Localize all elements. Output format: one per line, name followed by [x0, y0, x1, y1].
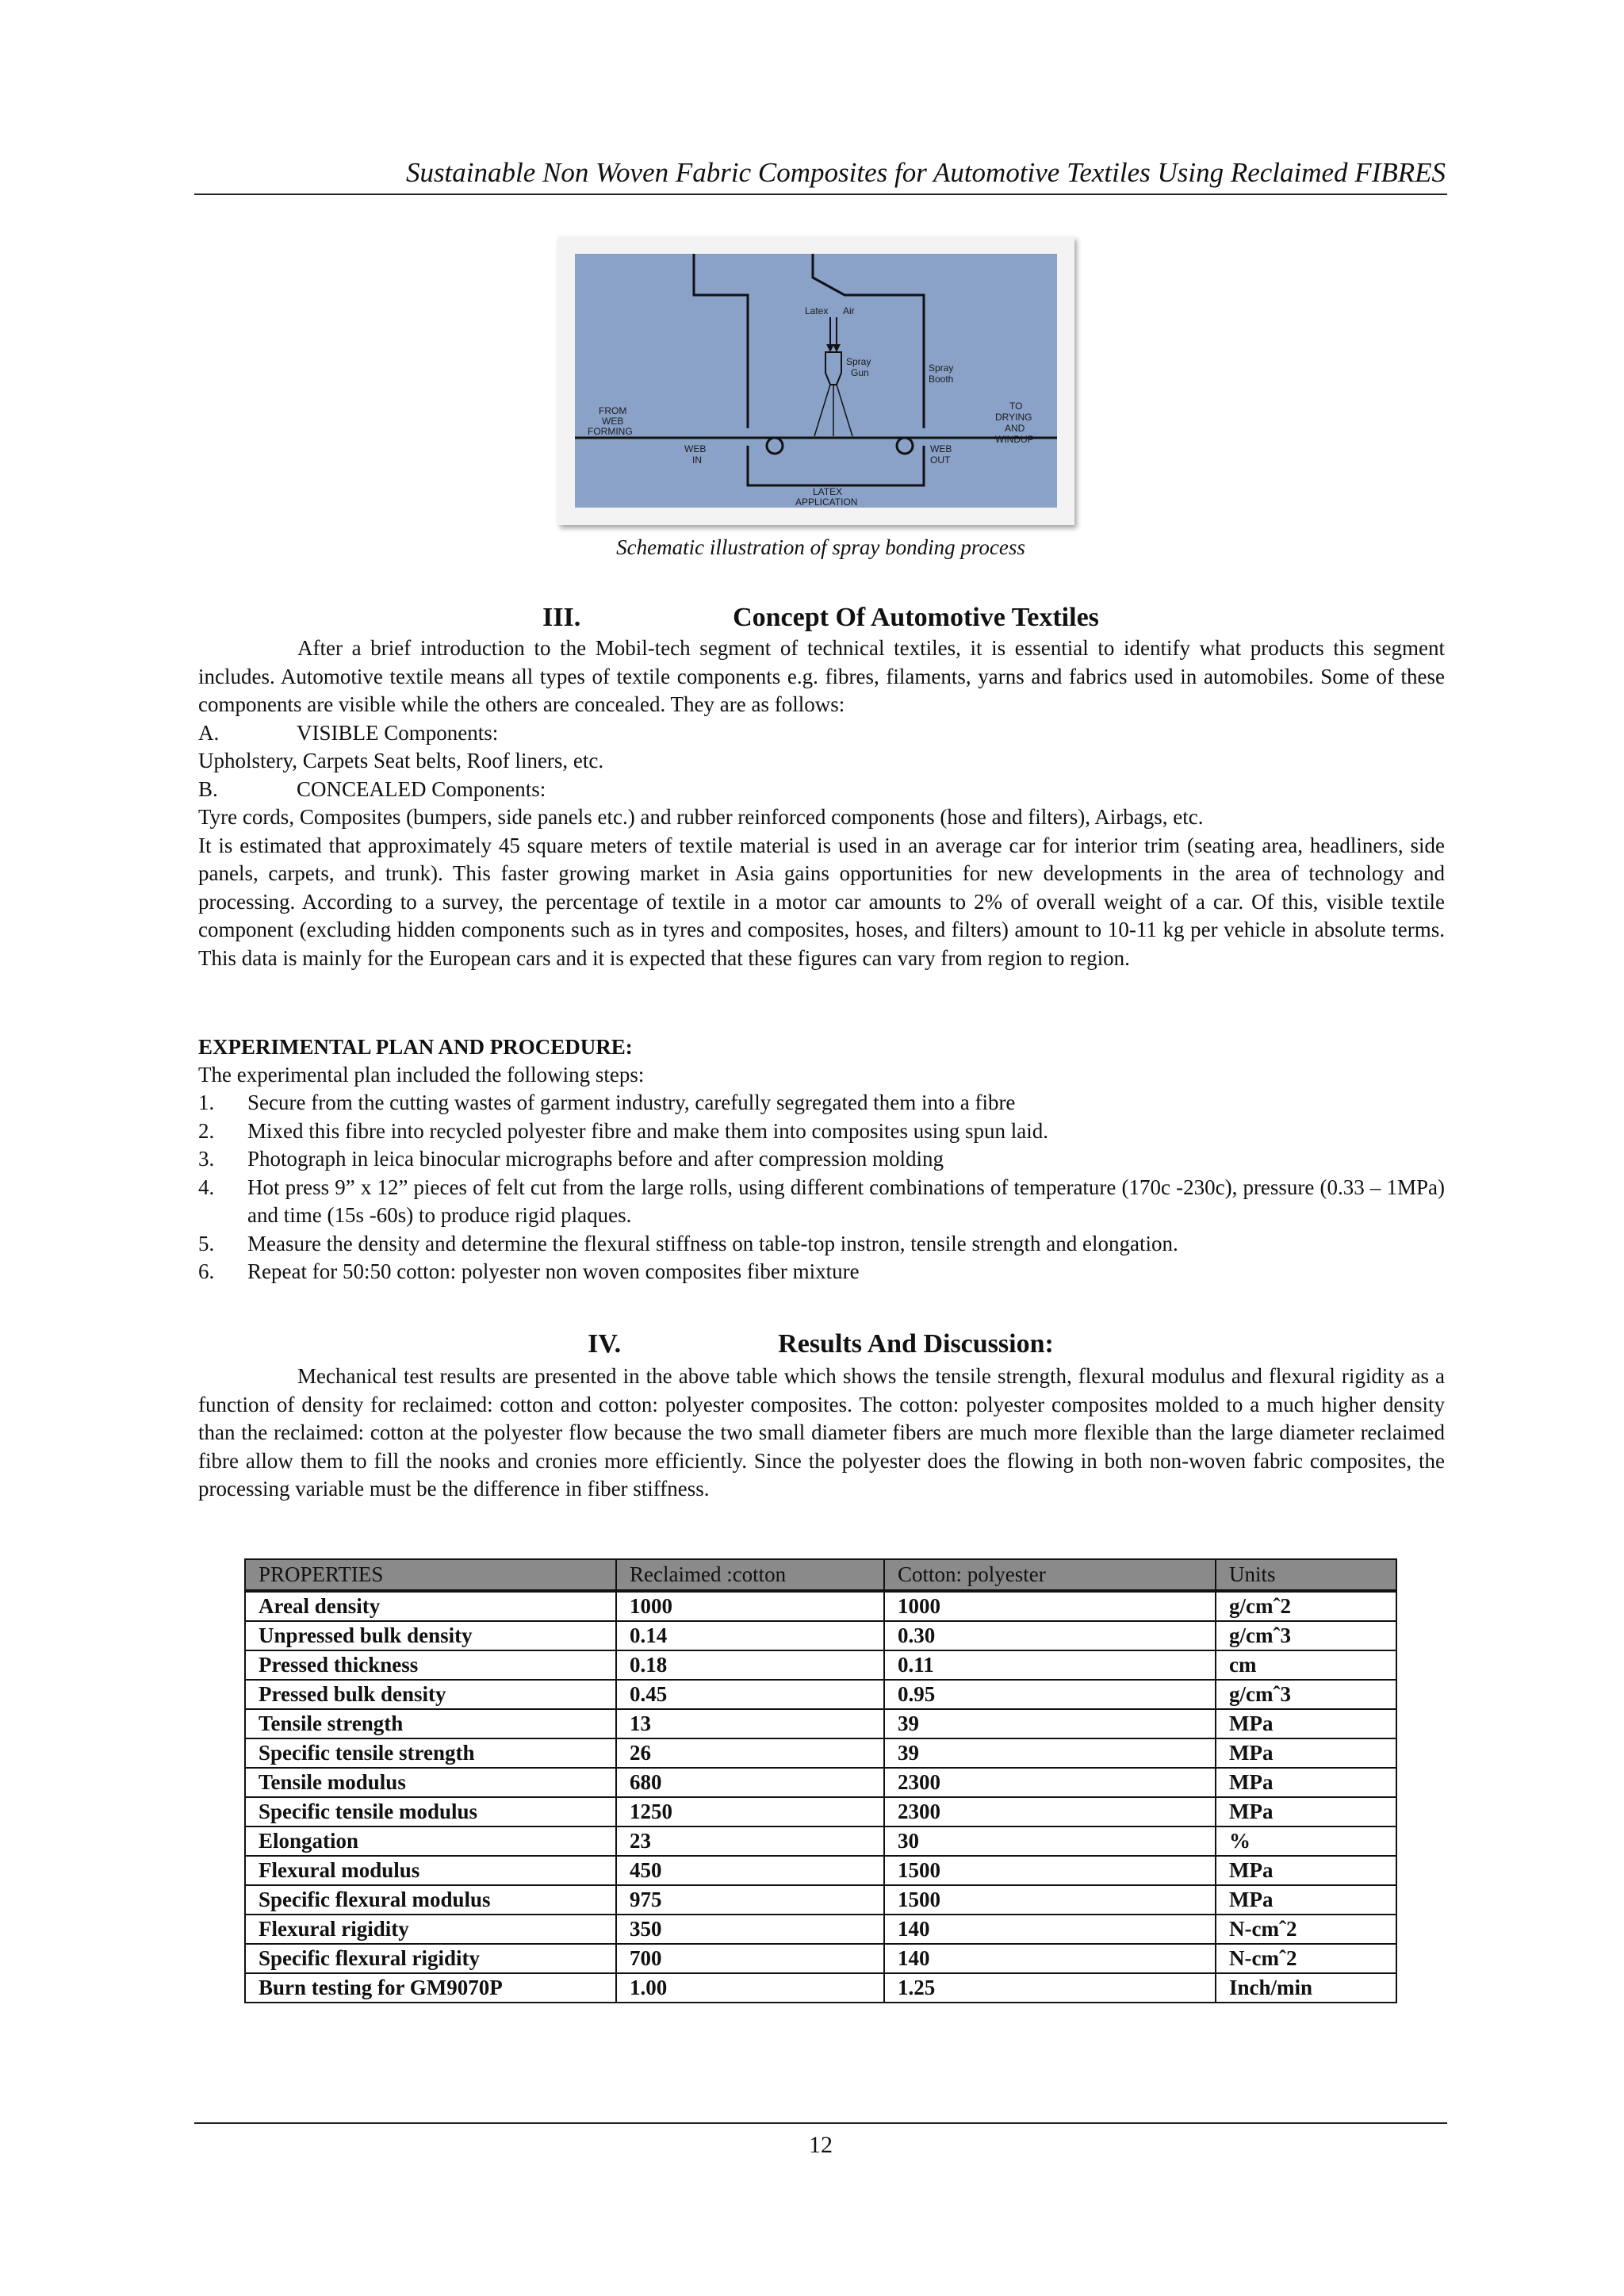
column-header: PROPERTIES: [245, 1559, 616, 1591]
table-row: [245, 1650, 1396, 1680]
table-cell: Pressed thickness: [245, 1650, 616, 1680]
paragraph: Upholstery, Carpets Seat belts, Roof liners, etc.: [198, 749, 604, 772]
table-cell: 0.95: [884, 1680, 1216, 1709]
table-cell: 2300: [884, 1768, 1216, 1797]
label-drying: DRYING: [995, 412, 1032, 423]
table-cell: Unpressed bulk density: [245, 1621, 616, 1650]
table-row: [245, 1856, 1396, 1885]
section-heading-4: [194, 1328, 1447, 1361]
list-item: 6. Repeat for 50:50 cotton: polyester non woven composites fiber mixture: [198, 1259, 860, 1283]
section-3-body: [198, 634, 1445, 972]
label-spray-booth-1: Spray: [929, 362, 954, 374]
table-cell: Elongation: [245, 1826, 616, 1856]
table-cell: Burn testing for GM9070P: [245, 1973, 616, 2003]
table-cell: 23: [616, 1826, 884, 1856]
table-cell: 1.25: [884, 1973, 1216, 2003]
table-cell: 350: [616, 1915, 884, 1944]
table-row: [245, 1797, 1396, 1826]
table-cell: 1250: [616, 1797, 884, 1826]
section-4-body: [198, 1363, 1445, 1504]
table-row: [245, 1621, 1396, 1650]
table-row: [245, 1768, 1396, 1797]
schematic-background: [575, 254, 1057, 508]
table-cell: MPa: [1216, 1856, 1396, 1885]
table-cell: Specific flexural rigidity: [245, 1944, 616, 1973]
list-item: 5. Measure the density and determine the flexural stiffness on table-top instron, tensile strength and elongation.: [198, 1231, 1178, 1255]
table-cell: Inch/min: [1216, 1973, 1396, 2003]
section-title: Results And Discussion:: [778, 1329, 1054, 1359]
list-item: 4. Hot press 9” x 12” pieces of felt cut from the large rolls, using different combinations of temperature (170c -230c), pressure (0.33 – 1MPa) and time (15s -60s) to produce rigid plaques.: [198, 1175, 1445, 1227]
section-title: Concept Of Automotive Textiles: [733, 603, 1099, 632]
table-row: [245, 1973, 1396, 2003]
list-item: 1. Secure from the cutting wastes of garment industry, carefully segregated them into a fibre: [198, 1091, 1016, 1114]
table-cell: g/cmˆ3: [1216, 1621, 1396, 1650]
table-cell: 30: [884, 1826, 1216, 1856]
figure-spray-bonding: [557, 236, 1074, 525]
table-cell: 1000: [884, 1591, 1216, 1621]
paragraph: Tyre cords, Composites (bumpers, side panels etc.) and rubber reinforced components (hose and filters), Airbags, etc.: [198, 805, 1204, 829]
table-cell: 13: [616, 1709, 884, 1738]
table-cell: Flexural rigidity: [245, 1915, 616, 1944]
table-cell: 0.14: [616, 1621, 884, 1650]
table-cell: 1500: [884, 1856, 1216, 1885]
table-cell: 0.11: [884, 1650, 1216, 1680]
label-web-in-2: IN: [692, 454, 702, 466]
table-cell: Specific tensile modulus: [245, 1797, 616, 1826]
table-cell: MPa: [1216, 1885, 1396, 1915]
table-row: [245, 1885, 1396, 1915]
table-cell: 700: [616, 1944, 884, 1973]
table-cell: Tensile strength: [245, 1709, 616, 1738]
header-rule: [194, 194, 1447, 195]
table-cell: %: [1216, 1826, 1396, 1856]
table-cell: MPa: [1216, 1768, 1396, 1797]
table-row: [245, 1591, 1396, 1621]
label-web-out-1: WEB: [930, 443, 952, 454]
label-and: AND: [1005, 423, 1025, 434]
properties-table: [244, 1558, 1397, 2003]
table-cell: 1000: [616, 1591, 884, 1621]
table-cell: g/cmˆ3: [1216, 1680, 1396, 1709]
label-air: Air: [843, 305, 855, 316]
section-number: IV.: [588, 1329, 622, 1359]
section-heading-3: [194, 601, 1447, 634]
list-item: 2. Mixed this fibre into recycled polyester fibre and make them into composites using spun laid.: [198, 1118, 1049, 1143]
table-cell: 0.45: [616, 1680, 884, 1709]
label-from-web: WEB: [602, 416, 624, 427]
list-label-b: B. CONCEALED Components:: [198, 776, 546, 801]
table-cell: cm: [1216, 1650, 1396, 1680]
table-row: [245, 1915, 1396, 1944]
table-row: [245, 1709, 1396, 1738]
table-cell: g/cmˆ2: [1216, 1591, 1396, 1621]
table-cell: 1500: [884, 1885, 1216, 1915]
experimental-heading: EXPERIMENTAL PLAN AND PROCEDURE:: [198, 1035, 633, 1059]
table-cell: Areal density: [245, 1591, 616, 1621]
label-windup: WINDUP: [995, 434, 1034, 445]
table-cell: 2300: [884, 1797, 1216, 1826]
table-cell: Pressed bulk density: [245, 1680, 616, 1709]
table-cell: MPa: [1216, 1797, 1396, 1826]
table-cell: 39: [884, 1709, 1216, 1738]
table-row: [245, 1680, 1396, 1709]
experimental-steps: [198, 1089, 1445, 1286]
figure-caption: Schematic illustration of spray bonding process: [616, 535, 1025, 559]
paragraph: Mechanical test results are presented in the above table which shows the tensile strength, flexural modulus and flexural rigidity as a function of density for reclaimed: cotton and cotton: polyester composites. The cotton: polyester composites molded to a much higher density than the reclaimed: cotton at the polyester flow because the two small diameter fibers are much more flexible than the large diameter reclaimed fibre allow them to fill the nooks and cronies more efficiently. Since the polyester does the flowing in both non-woven fabric composites, the processing variable must be the difference in fiber stiffness.: [198, 1364, 1445, 1501]
table-header-row: [245, 1559, 1396, 1591]
table-cell: 26: [616, 1738, 884, 1768]
table-cell: MPa: [1216, 1738, 1396, 1768]
table-cell: 975: [616, 1885, 884, 1915]
table-cell: Specific tensile strength: [245, 1738, 616, 1768]
table-cell: N-cmˆ2: [1216, 1944, 1396, 1973]
experimental-intro: The experimental plan included the following steps:: [198, 1063, 645, 1087]
table-cell: 39: [884, 1738, 1216, 1768]
spray-bonding-schematic: [575, 254, 1057, 508]
table-cell: 450: [616, 1856, 884, 1885]
section-number: III.: [542, 603, 581, 632]
label-latex-application-1: LATEX: [813, 486, 843, 497]
column-header: Reclaimed :cotton: [616, 1559, 884, 1591]
label-latex-application-2: APPLICATION: [795, 496, 858, 508]
table-cell: 140: [884, 1944, 1216, 1973]
label-forming: FORMING: [588, 426, 633, 437]
footer-rule: [194, 2122, 1447, 2124]
table-cell: 140: [884, 1915, 1216, 1944]
page-number: 12: [809, 2132, 833, 2158]
paragraph: After a brief introduction to the Mobil-tech segment of technical textiles, it is essential to identify what products this segment includes. Automotive textile means all types of textile components e.g. fibres, filaments, yarns and fabrics used in automobiles. Some of these components are visible while the others are concealed. They are as follows:: [198, 636, 1445, 716]
table-row: [245, 1826, 1396, 1856]
table-cell: Flexural modulus: [245, 1856, 616, 1885]
list-item: 3. Photograph in leica binocular micrographs before and after compression molding: [198, 1147, 944, 1171]
table-row: [245, 1738, 1396, 1768]
table-cell: 680: [616, 1768, 884, 1797]
table-cell: Specific flexural modulus: [245, 1885, 616, 1915]
label-web-in-1: WEB: [684, 443, 707, 454]
list-label-a: A. VISIBLE Components:: [198, 720, 499, 745]
table-cell: 0.30: [884, 1621, 1216, 1650]
label-gun: Gun: [851, 367, 869, 378]
paragraph: It is estimated that approximately 45 square meters of textile material is used in an average car for interior trim (seating area, headliners, side panels, carpets, and trunk). This faster growing market in Asia gains opportunities for new developments in the area of technology and processing. According to a survey, the percentage of textile in a motor car amounts to 2% of overall weight of a car. Of this, visible textile component (excluding hidden components such as in tyres and composites, hoses, and filters) amount to 10-11 kg per vehicle in absolute terms. This data is mainly for the European cars and it is expected that these figures can vary from region to region.: [198, 833, 1445, 970]
running-header: Sustainable Non Woven Fabric Composites for Automotive Textiles Using Reclaimed FIBRES: [405, 157, 1446, 188]
label-web-out-2: OUT: [930, 454, 951, 466]
column-header: Units: [1216, 1559, 1396, 1591]
label-latex: Latex: [805, 305, 829, 316]
label-spray-booth-2: Booth: [929, 374, 954, 385]
table-cell: 1.00: [616, 1973, 884, 2003]
column-header: Cotton: polyester: [884, 1559, 1216, 1591]
label-to: TO: [1009, 401, 1023, 412]
table-cell: Tensile modulus: [245, 1768, 616, 1797]
table-cell: 0.18: [616, 1650, 884, 1680]
label-from: FROM: [599, 405, 627, 416]
label-spray: Spray: [846, 356, 871, 367]
table-cell: N-cmˆ2: [1216, 1915, 1396, 1944]
table-row: [245, 1944, 1396, 1973]
table-cell: MPa: [1216, 1709, 1396, 1738]
